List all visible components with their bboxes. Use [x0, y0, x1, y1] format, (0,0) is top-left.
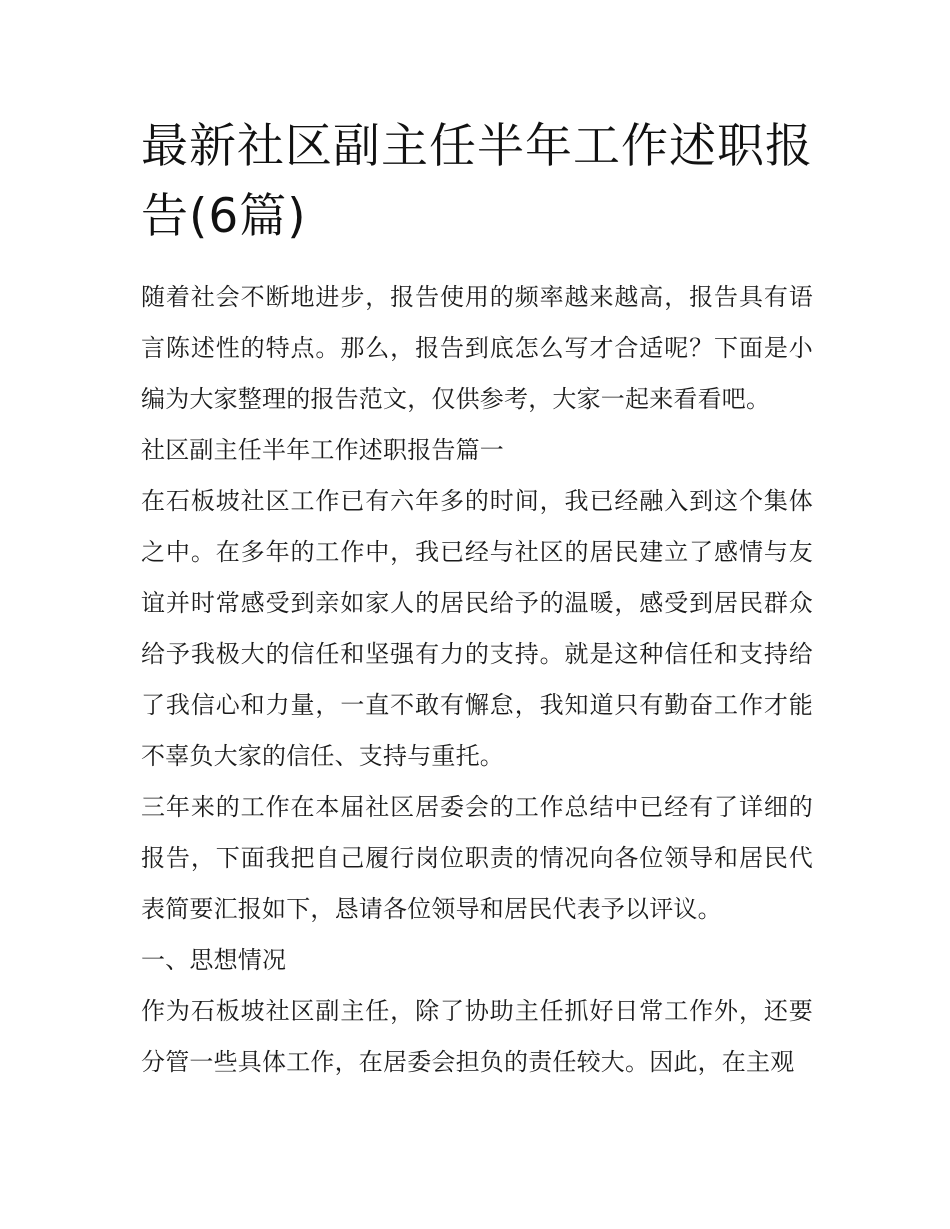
section-heading: 社区副主任半年工作述职报告篇一 [141, 436, 504, 464]
body-paragraph: 作为石板坡社区副主任，除了协助主任抓好日常工作外，还要分管一些具体工作，在居委会担负的责任较大。因此，在主观 [141, 997, 813, 1076]
body-paragraph: 在石板坡社区工作已有六年多的时间，我已经融入到这个集体之中。在多年的工作中，我已经与社区的居民建立了感情与友谊并时常感受到亲如家人的居民给予的温暖，感受到居民群众给予我极大的信任和坚强有力的支持。就是这种信任和支持给了我信心和力量，一直不敢有懈怠，我知道只有勤奋工作才能不辜负大家的信任、支持与重托。 [141, 487, 813, 770]
intro-paragraph: 随着社会不断地进步，报告使用的频率越来越高，报告具有语言陈述性的特点。那么，报告到底怎么写才合适呢？下面是小编为大家整理的报告范文，仅供参考，大家一起来看看吧。 [141, 283, 813, 413]
document-page [141, 112, 813, 1088]
document-title: 最新社区副主任半年工作述职报告(6篇) [141, 119, 813, 244]
subsection-heading: 一、思想情况 [141, 946, 287, 974]
body-paragraph: 三年来的工作在本届社区居委会的工作总结中已经有了详细的报告，下面我把自己履行岗位职责的情况向各位领导和居民代表简要汇报如下，恳请各位领导和居民代表予以评议。 [141, 793, 813, 923]
document-body [141, 272, 813, 1088]
